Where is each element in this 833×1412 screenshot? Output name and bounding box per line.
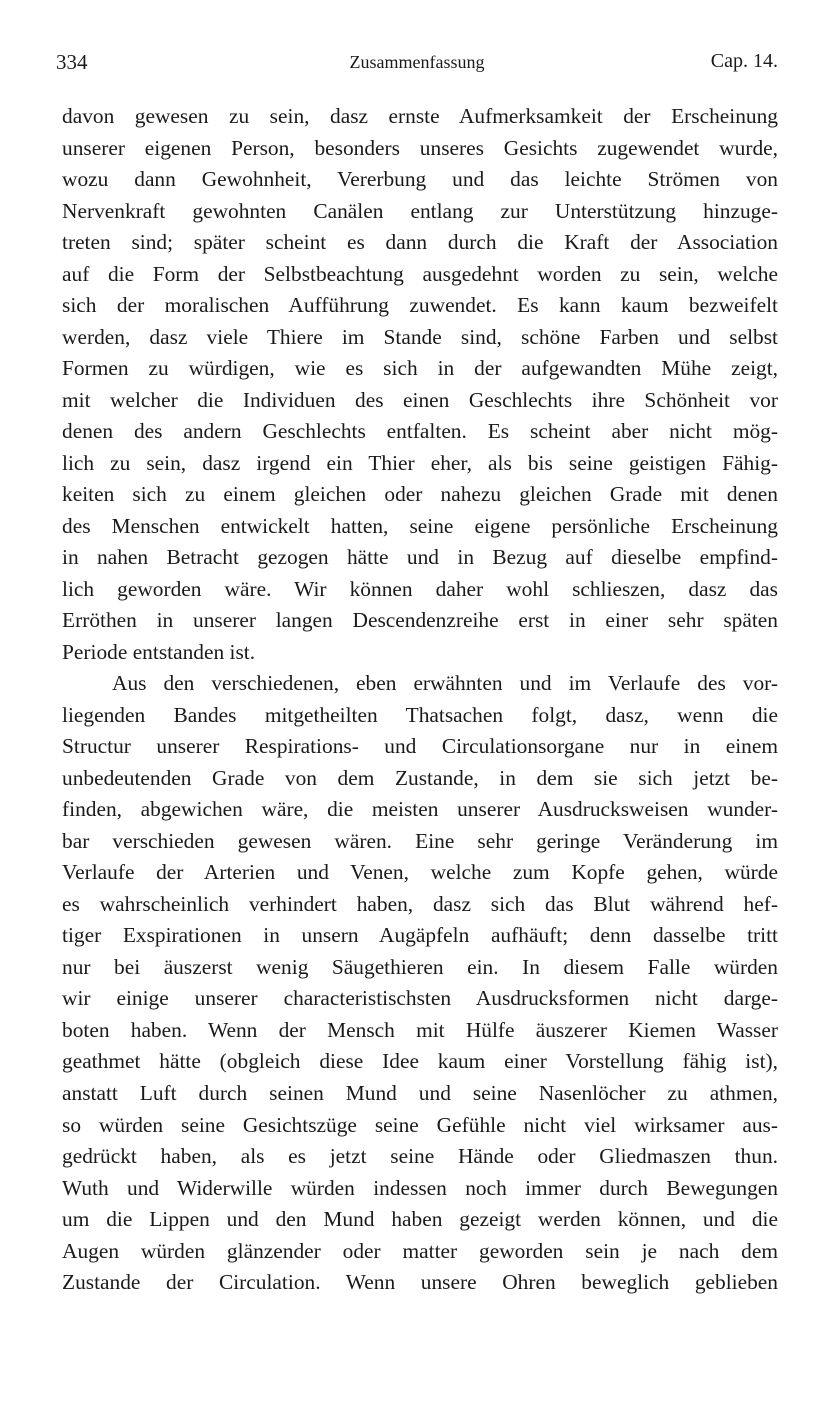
text-line: keiten sich zu einem gleichen oder nahezu gleichen Grade mit denen bbox=[62, 482, 778, 507]
text-line: davon gewesen zu sein, dasz ernste Aufmerksamkeit der Erscheinung bbox=[62, 104, 778, 128]
text-line: Augen würden glänzender oder matter geworden sein je nach dem bbox=[62, 1238, 778, 1263]
text-line: Periode entstanden ist. bbox=[62, 639, 256, 664]
text-line: auf die Form der Selbstbeachtung ausgedehnt worden zu sein, welche bbox=[62, 261, 778, 286]
page-number: 334 bbox=[56, 50, 88, 74]
text-line: wir einige unserer characteristischsten Ausdrucksformen nicht darge- bbox=[62, 986, 778, 1011]
text-line: Wuth und Widerwille würden indessen noch immer durch Bewegungen bbox=[62, 1175, 778, 1200]
text-line: unbedeutenden Grade von dem Zustande, in dem sie sich jetzt be- bbox=[62, 765, 778, 790]
text-line: es wahrscheinlich verhindert haben, dasz sich das Blut während hef- bbox=[62, 891, 778, 916]
text-line: finden, abgewichen wäre, die meisten unserer Ausdrucksweisen wunder- bbox=[62, 797, 778, 822]
text-line: lich geworden wäre. Wir können daher wohl schlieszen, dasz das bbox=[62, 576, 778, 601]
page-header bbox=[56, 50, 778, 80]
text-line: Aus den verschiedenen, eben erwähnten und im Verlaufe des vor- bbox=[112, 671, 778, 696]
text-line: Structur unserer Respirations- und Circulationsorgane nur in einem bbox=[62, 734, 778, 759]
text-line: wozu dann Gewohnheit, Vererbung und das leichte Strömen von bbox=[62, 167, 778, 192]
text-line: unserer eigenen Person, besonders unseres Gesichts zugewendet wurde, bbox=[62, 135, 778, 160]
text-line: gedrückt haben, als es jetzt seine Hände oder Gliedmaszen thun. bbox=[62, 1144, 778, 1169]
text-line: sich der moralischen Aufführung zuwendet. Es kann kaum bezweifelt bbox=[62, 293, 778, 318]
body-text bbox=[62, 101, 778, 1299]
text-line: geathmet hätte (obgleich diese Idee kaum einer Vorstellung fähig ist), bbox=[62, 1049, 778, 1074]
text-line: lich zu sein, dasz irgend ein Thier eher, als bis seine geistigen Fähig- bbox=[62, 450, 778, 475]
text-line: Formen zu würdigen, wie es sich in der aufgewandten Mühe zeigt, bbox=[62, 356, 778, 381]
text-line: liegenden Bandes mitgetheilten Thatsachen folgt, dasz, wenn die bbox=[62, 702, 778, 727]
text-line: mit welcher die Individuen des einen Geschlechts ihre Schönheit vor bbox=[62, 387, 778, 412]
text-line: in nahen Betracht gezogen hätte und in Bezug auf dieselbe empfind- bbox=[62, 545, 778, 570]
text-line: bar verschieden gewesen wären. Eine sehr geringe Veränderung im bbox=[62, 828, 778, 853]
running-title: Zusammenfassung bbox=[349, 52, 485, 72]
text-line: Verlaufe der Arterien und Venen, welche zum Kopfe gehen, würde bbox=[62, 860, 778, 885]
text-line: treten sind; später scheint es dann durch die Kraft der Association bbox=[62, 230, 778, 255]
text-line: Erröthen in unserer langen Descendenzreihe erst in einer sehr späten bbox=[62, 608, 778, 633]
text-line: so würden seine Gesichtszüge seine Gefühle nicht viel wirksamer aus- bbox=[62, 1112, 778, 1137]
text-line: denen des andern Geschlechts entfalten. Es scheint aber nicht mög- bbox=[62, 419, 778, 444]
text-line: nur bei äuszerst wenig Säugethieren ein. In diesem Falle würden bbox=[62, 954, 778, 979]
text-line: Zustande der Circulation. Wenn unsere Ohren beweglich geblieben bbox=[62, 1270, 778, 1295]
text-line: werden, dasz viele Thiere im Stande sind, schöne Farben und selbst bbox=[62, 324, 778, 349]
text-line: um die Lippen und den Mund haben gezeigt werden können, und die bbox=[62, 1207, 778, 1232]
text-line: Nervenkraft gewohnten Canälen entlang zur Unterstützung hinzuge- bbox=[62, 198, 778, 223]
chapter-label: Cap. 14. bbox=[710, 50, 778, 72]
text-line: boten haben. Wenn der Mensch mit Hülfe äuszerer Kiemen Wasser bbox=[62, 1017, 778, 1042]
text-line: des Menschen entwickelt hatten, seine eigene persönliche Erscheinung bbox=[62, 513, 778, 538]
text-line: anstatt Luft durch seinen Mund und seine Nasenlöcher zu athmen, bbox=[62, 1080, 778, 1105]
text-line: tiger Exspirationen in unsern Augäpfeln aufhäuft; denn dasselbe tritt bbox=[62, 923, 778, 948]
